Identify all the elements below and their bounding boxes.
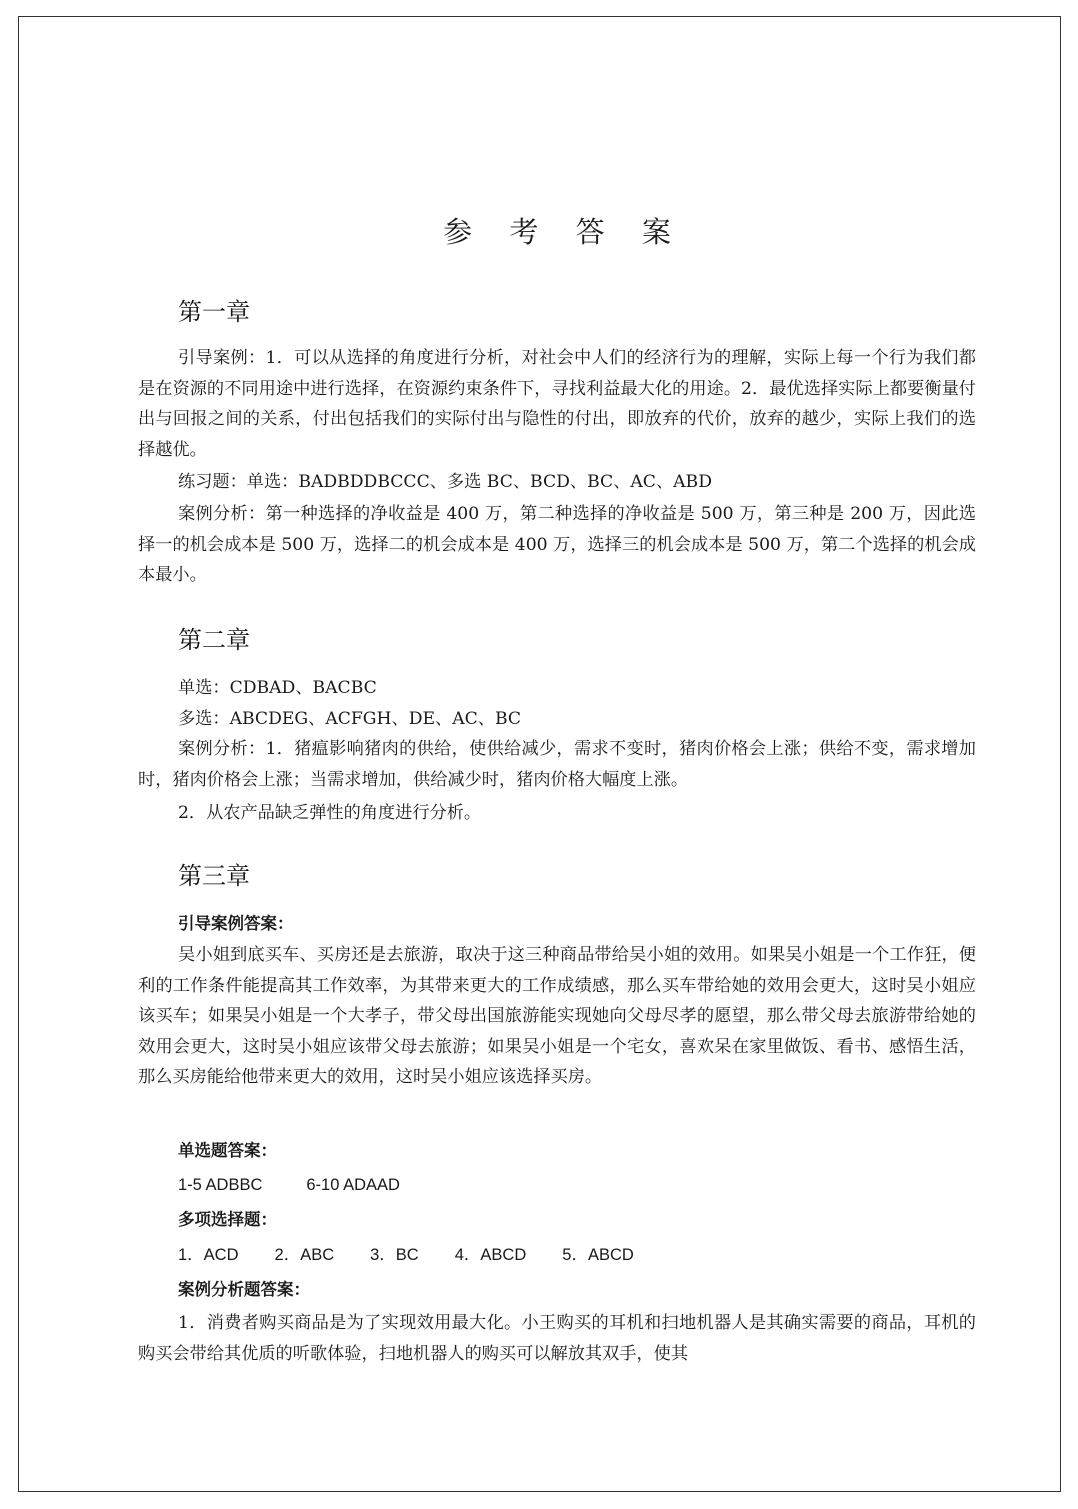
chapter-1-exercise-answers: 练习题：单选：BADBDDBCCC、多选 BC、BCD、BC、AC、ABD [178, 472, 712, 492]
chapter-1-case-analysis: 案例分析：第一种选择的净收益是 400 万，第二种选择的净收益是 500 万，第三种是 200 万，因此选择一的机会成本是 500 万，选择二的机会成本是 400 万，选择三的机会成本是 500 万，第二个选择的机会成本最小。 [138, 504, 976, 585]
chapter-2-heading: 第二章 [178, 626, 250, 654]
multi-answer-item: 3．BC [370, 1246, 419, 1264]
chapter-3-heading: 第三章 [178, 862, 250, 890]
chapter-3-case-label: 案例分析题答案： [178, 1280, 310, 1299]
single-answers-6-10: 6-10 ADAAD [306, 1176, 400, 1194]
chapter-1-heading: 第一章 [178, 298, 250, 326]
chapter-3-guide-text: 吴小姐到底买车、买房还是去旅游，取决于这三种商品带给吴小姐的效用。如果吴小姐是一个工作狂，便利的工作条件能提高其工作效率，为其带来更大的工作成绩感，那么买车带给她的效用会更大，这时吴小姐应该买车；如果吴小姐是一个大孝子，带父母出国旅游能实现她向父母尽孝的愿望，那么带父母去旅游带给她的效用会更大，这时吴小姐应该带父母去旅游；如果吴小姐是一个宅女，喜欢呆在家里做饭、看书、感悟生活，那么买房能给他带来更大的效用，这时吴小姐应该选择买房。 [138, 945, 976, 1087]
multi-answer-item: 1．ACD [178, 1246, 239, 1264]
multi-answer-item: 5．ABCD [562, 1246, 634, 1264]
single-answers-1-5: 1-5 ADBBC [178, 1176, 263, 1194]
chapter-3-single-answers [178, 1170, 400, 1200]
chapter-3-single-label: 单选题答案： [178, 1141, 277, 1160]
chapter-3-case-text: 1．消费者购买商品是为了实现效用最大化。小王购买的耳机和扫地机器人是其确实需要的商品，耳机的购买会带给其优质的听歌体验，扫地机器人的购买可以解放其双手，使其 [138, 1313, 976, 1364]
chapter-3-multi-answers [178, 1240, 670, 1270]
chapter-3-guide-label: 引导案例答案： [178, 914, 294, 933]
chapter-2-single-choice: 单选：CDBAD、BACBC [178, 678, 377, 698]
chapter-2-multi-choice: 多选：ABCDEG、ACFGH、DE、AC、BC [178, 709, 522, 729]
chapter-1-guide-case: 引导案例：1．可以从选择的角度进行分析，对社会中人们的经济行为的理解，实际上每一个行为我们都是在资源的不同用途中进行选择，在资源约束条件下，寻找利益最大化的用途。2．最优选择实际上都要衡量付出与回报之间的关系，付出包括我们的实际付出与隐性的付出，即放弃的代价，放弃的越少，实际上我们的选择越优。 [138, 348, 976, 460]
chapter-2-case-analysis: 案例分析：1．猪瘟影响猪肉的供给，使供给减少，需求不变时，猪肉价格会上涨；供给不变，需求增加时，猪肉价格会上涨；当需求增加，供给减少时，猪肉价格大幅度上涨。 [138, 739, 976, 790]
multi-answer-item: 2．ABC [274, 1246, 335, 1264]
chapter-2-case-analysis-2: 2．从农产品缺乏弹性的角度进行分析。 [178, 803, 482, 823]
page-title: 参 考 答 案 [443, 215, 685, 249]
chapter-3-multi-label: 多项选择题： [178, 1210, 277, 1229]
multi-answer-item: 4．ABCD [454, 1246, 527, 1264]
